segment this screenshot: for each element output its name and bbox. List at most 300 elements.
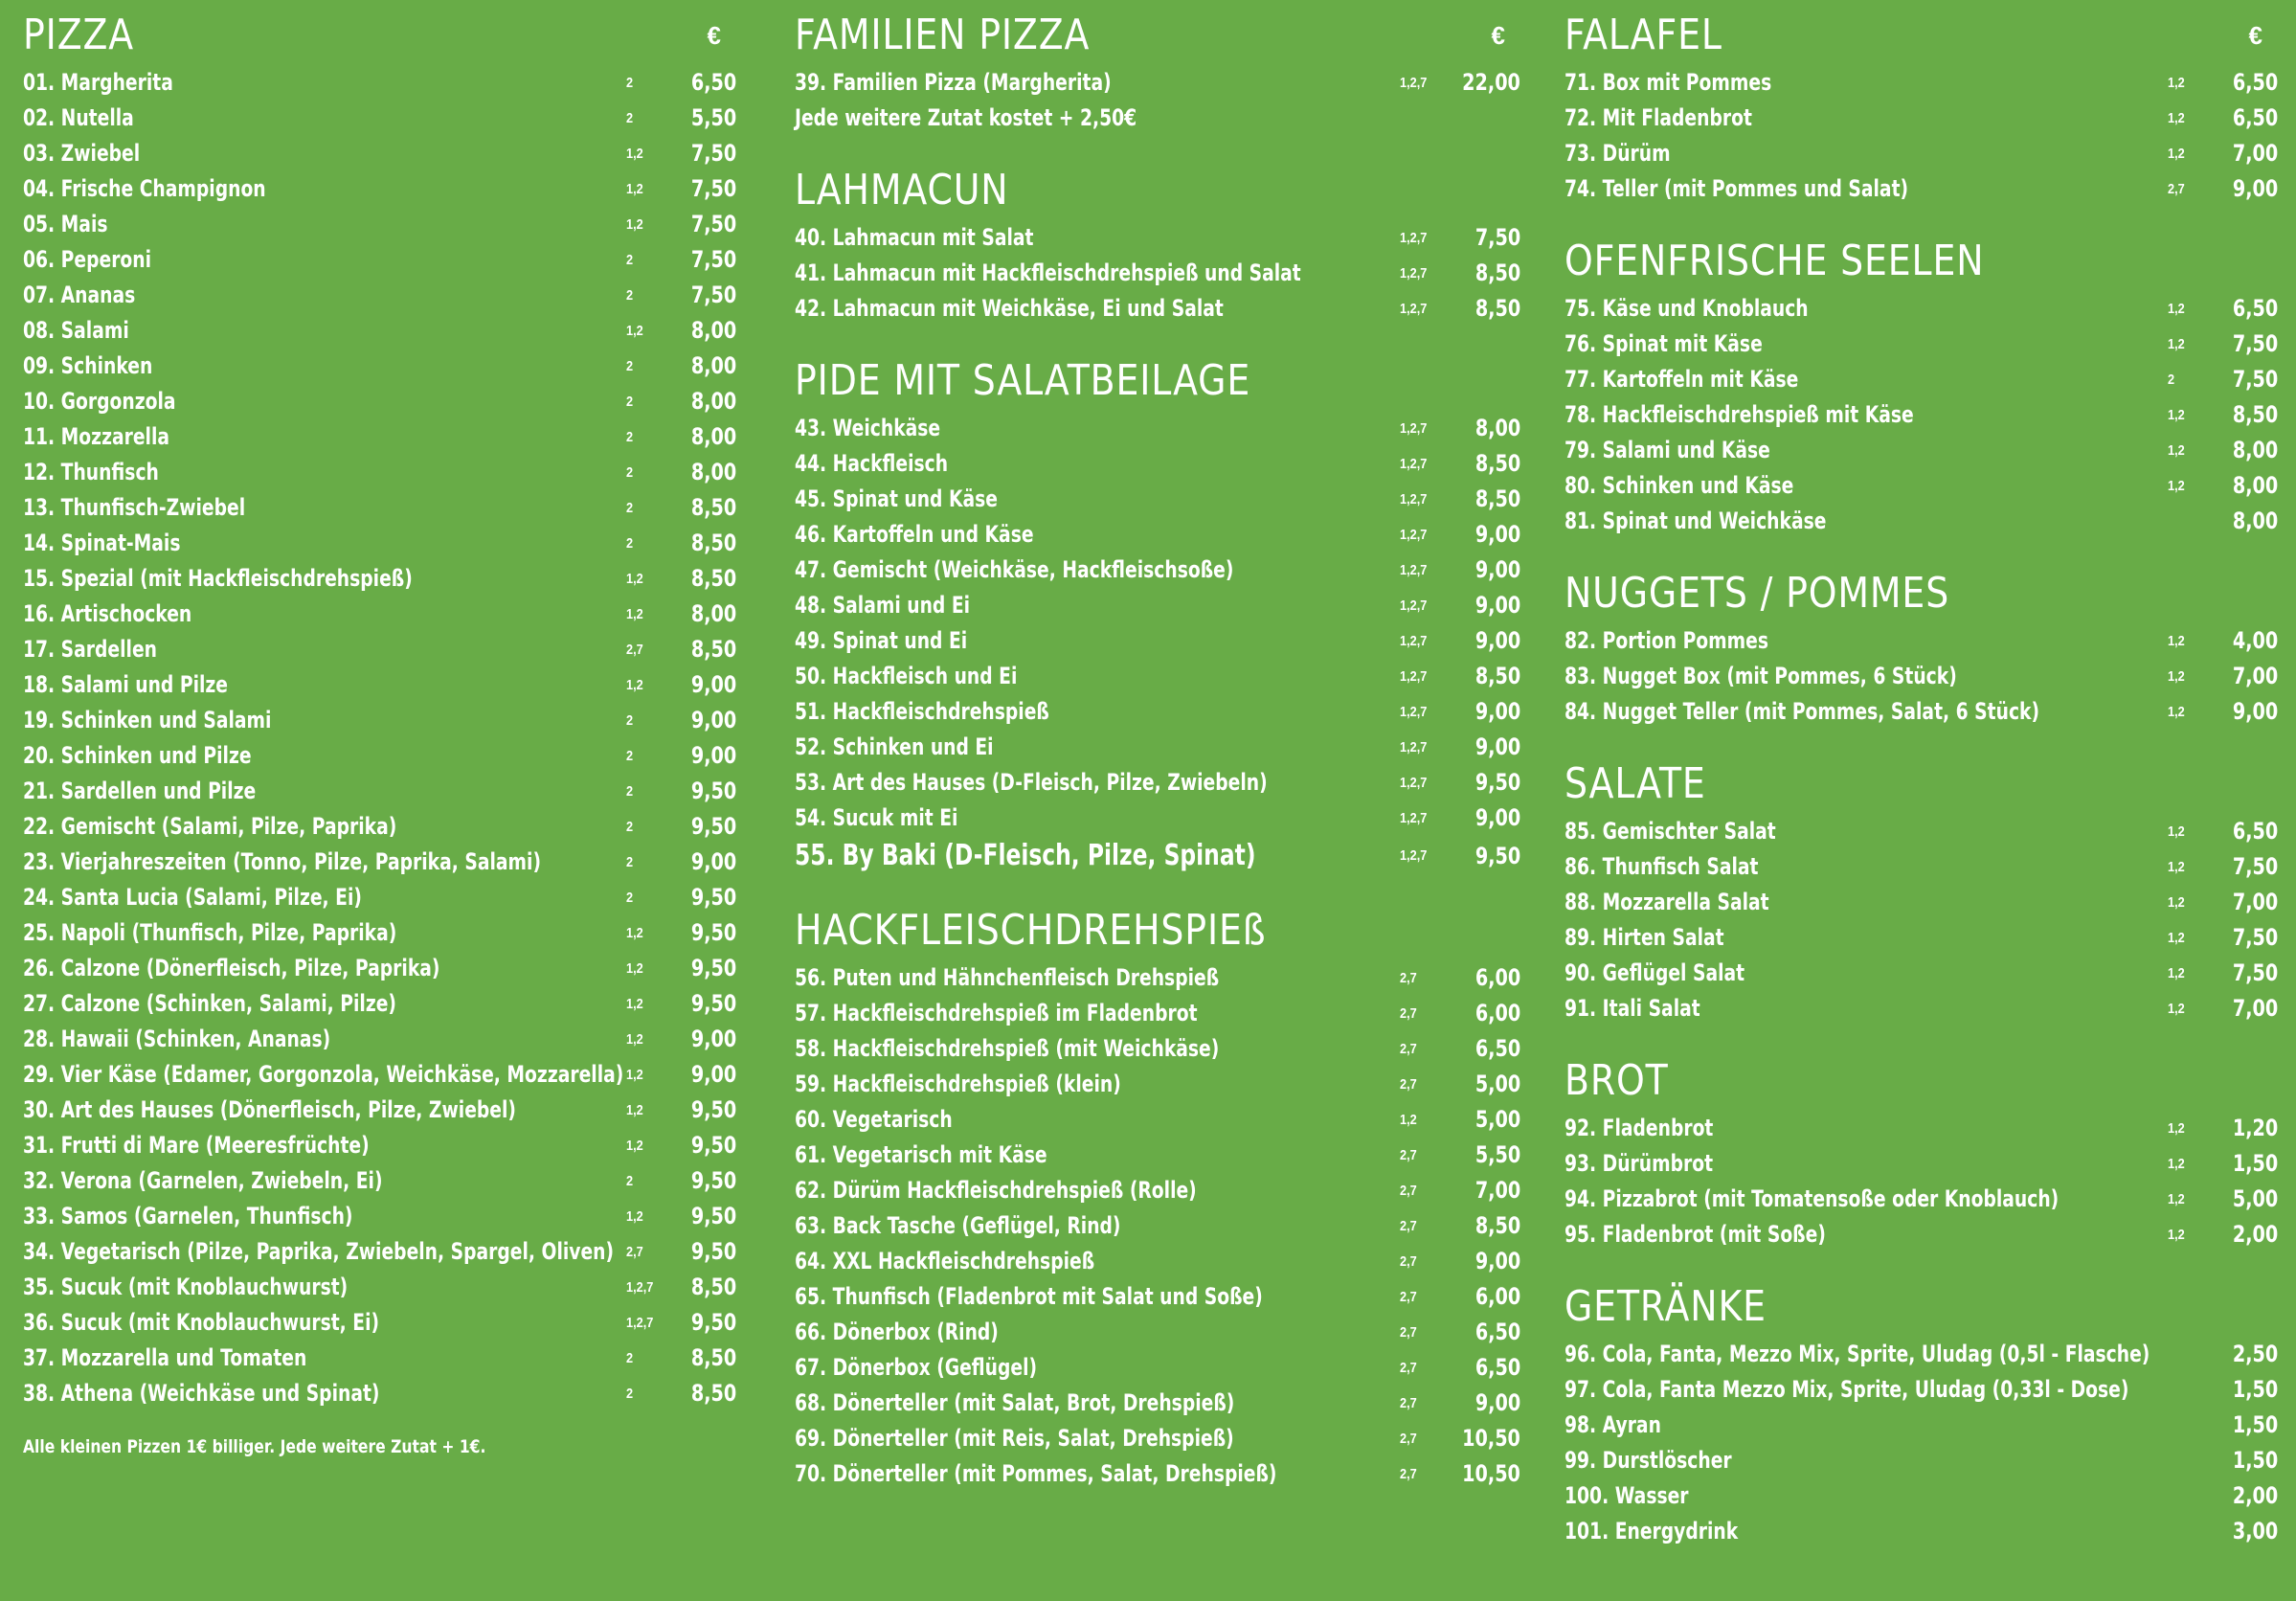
section-header bbox=[795, 901, 1520, 960]
item-allergens: 1,2 bbox=[2168, 478, 2185, 494]
item-price: 6,50 bbox=[1474, 1354, 1520, 1381]
item-name: 48. Salami und Ei bbox=[795, 592, 971, 619]
menu-item bbox=[23, 809, 736, 845]
item-allergens: 1,2,7 bbox=[1400, 75, 1428, 91]
menu-item bbox=[1564, 1443, 2278, 1478]
item-name: 79. Salami und Käse bbox=[1564, 437, 1770, 463]
item-name: 96. Cola, Fanta, Mezzo Mix, Sprite, Uludag (0,5l - Flasche) bbox=[1564, 1341, 2150, 1367]
menu-item bbox=[795, 552, 1520, 588]
menu-item bbox=[23, 171, 736, 207]
item-price: 6,50 bbox=[1474, 1035, 1520, 1062]
item-allergens: 1,2 bbox=[1400, 1112, 1417, 1128]
item-allergens: 1,2 bbox=[2168, 1120, 2185, 1137]
menu-item bbox=[23, 986, 736, 1022]
section-header bbox=[1564, 232, 2278, 291]
item-name: 100. Wasser bbox=[1564, 1482, 1689, 1509]
item-name: 23. Vierjahreszeiten (Tonno, Pilze, Paprika, Salami) bbox=[23, 848, 542, 875]
menu-item bbox=[23, 65, 736, 101]
menu-item bbox=[23, 490, 736, 526]
item-price: 5,00 bbox=[1474, 1071, 1520, 1097]
menu-item bbox=[795, 623, 1520, 659]
item-price: 6,50 bbox=[2232, 104, 2278, 131]
item-price: 8,00 bbox=[690, 459, 736, 485]
item-price: 5,50 bbox=[1474, 1141, 1520, 1168]
item-allergens: 1,2 bbox=[626, 1138, 643, 1154]
item-allergens: 1,2,7 bbox=[1400, 847, 1428, 864]
item-allergens: 1,2,7 bbox=[1400, 301, 1428, 317]
item-price: 7,50 bbox=[690, 175, 736, 202]
item-price: 6,00 bbox=[1474, 1000, 1520, 1026]
item-allergens: 2,7 bbox=[1400, 1289, 1417, 1305]
item-name: 56. Puten und Hähnchenfleisch Drehspieß bbox=[795, 964, 1220, 991]
item-price: 22,00 bbox=[1462, 69, 1520, 96]
item-name: 01. Margherita bbox=[23, 69, 173, 96]
item-name: 13. Thunfisch-Zwiebel bbox=[23, 494, 246, 521]
section-header bbox=[795, 161, 1520, 220]
item-allergens: 2,7 bbox=[1400, 1360, 1417, 1376]
item-name: 43. Weichkäse bbox=[795, 415, 941, 441]
menu-item bbox=[1564, 291, 2278, 327]
item-price: 1,20 bbox=[2232, 1115, 2278, 1141]
menu-item bbox=[1564, 1408, 2278, 1443]
menu-item bbox=[23, 561, 736, 597]
menu-section bbox=[23, 6, 736, 1457]
item-name: 52. Schinken und Ei bbox=[795, 733, 994, 760]
item-price: 6,50 bbox=[2232, 295, 2278, 322]
menu-item bbox=[23, 1057, 736, 1093]
item-allergens: 2 bbox=[626, 535, 634, 552]
menu-item bbox=[23, 1376, 736, 1411]
item-allergens: 1,2 bbox=[2168, 1001, 2185, 1017]
item-price: 7,50 bbox=[2232, 853, 2278, 880]
section-header bbox=[1564, 1051, 2278, 1111]
item-price: 9,00 bbox=[2232, 175, 2278, 202]
item-name: 50. Hackfleisch und Ei bbox=[795, 663, 1018, 689]
item-name: 46. Kartoffeln und Käse bbox=[795, 521, 1034, 548]
menu-item bbox=[795, 220, 1520, 256]
menu-item bbox=[795, 256, 1520, 291]
item-allergens: 2 bbox=[626, 75, 634, 91]
item-price: 9,00 bbox=[1474, 627, 1520, 654]
item-allergens: 1,2 bbox=[626, 1031, 643, 1048]
item-price: 9,50 bbox=[690, 919, 736, 946]
menu-item bbox=[795, 836, 1520, 876]
item-name: 75. Käse und Knoblauch bbox=[1564, 295, 1809, 322]
item-name: 14. Spinat-Mais bbox=[23, 530, 181, 556]
item-name: 44. Hackfleisch bbox=[795, 450, 949, 477]
item-allergens: 2 bbox=[626, 890, 634, 906]
item-name: 89. Hirten Salat bbox=[1564, 924, 1724, 951]
menu-item bbox=[1564, 1478, 2278, 1514]
item-name: 85. Gemischter Salat bbox=[1564, 818, 1776, 845]
menu-item bbox=[1564, 504, 2278, 539]
menu-item bbox=[795, 1386, 1520, 1421]
item-price: 7,00 bbox=[2232, 663, 2278, 689]
item-allergens: 2,7 bbox=[1400, 1041, 1417, 1057]
item-price: 9,00 bbox=[2232, 698, 2278, 725]
section-header bbox=[1564, 1277, 2278, 1337]
menu-item bbox=[23, 242, 736, 278]
item-price: 7,50 bbox=[690, 282, 736, 308]
item-allergens: 1,2 bbox=[2168, 1156, 2185, 1172]
item-allergens: 1,2,7 bbox=[1400, 704, 1428, 720]
menu-item bbox=[23, 278, 736, 313]
item-allergens: 2,7 bbox=[1400, 1076, 1417, 1093]
item-price: 1,50 bbox=[2232, 1411, 2278, 1438]
menu-item bbox=[23, 703, 736, 738]
item-price: 9,00 bbox=[690, 707, 736, 733]
item-name: 24. Santa Lucia (Salami, Pilze, Ei) bbox=[23, 884, 362, 911]
item-name: 82. Portion Pommes bbox=[1564, 627, 1769, 654]
menu-item bbox=[1564, 1337, 2278, 1372]
item-price: 8,00 bbox=[2232, 507, 2278, 534]
item-price: 8,00 bbox=[690, 317, 736, 344]
item-name: 74. Teller (mit Pommes und Salat) bbox=[1564, 175, 1909, 202]
menu-item bbox=[23, 1305, 736, 1341]
item-name: 77. Kartoffeln mit Käse bbox=[1564, 366, 1799, 393]
item-allergens: 1,2,7 bbox=[1400, 633, 1428, 649]
item-price: 9,00 bbox=[1474, 698, 1520, 725]
item-allergens: 1,2 bbox=[2168, 859, 2185, 875]
item-name: 54. Sucuk mit Ei bbox=[795, 804, 958, 831]
item-allergens: 2 bbox=[626, 712, 634, 729]
item-price: 2,00 bbox=[2232, 1221, 2278, 1248]
item-allergens: 2,7 bbox=[1400, 1005, 1417, 1022]
section-title: PIZZA bbox=[23, 11, 135, 59]
menu-item bbox=[795, 1244, 1520, 1279]
item-price: 8,50 bbox=[690, 1380, 736, 1407]
item-name: 98. Ayran bbox=[1564, 1411, 1661, 1438]
item-allergens: 1,2,7 bbox=[1400, 775, 1428, 791]
item-price: 9,50 bbox=[690, 1167, 736, 1194]
item-name: 70. Dönerteller (mit Pommes, Salat, Drehspieß) bbox=[795, 1460, 1277, 1487]
menu-item bbox=[795, 1279, 1520, 1315]
item-name: 37. Mozzarella und Tomaten bbox=[23, 1344, 307, 1371]
menu-item bbox=[23, 1270, 736, 1305]
item-allergens: 2,7 bbox=[626, 1244, 643, 1260]
menu-item bbox=[23, 880, 736, 915]
menu-item bbox=[1564, 1111, 2278, 1146]
item-price: 5,00 bbox=[1474, 1106, 1520, 1133]
item-name: 28. Hawaii (Schinken, Ananas) bbox=[23, 1026, 331, 1052]
item-allergens: 1,2 bbox=[626, 323, 643, 339]
item-allergens: 2 bbox=[626, 500, 634, 516]
item-allergens: 2,7 bbox=[1400, 1183, 1417, 1199]
menu-item bbox=[1564, 623, 2278, 659]
item-name: Jede weitere Zutat kostet + 2,50€ bbox=[795, 104, 1137, 131]
item-price: 9,50 bbox=[690, 1203, 736, 1229]
menu-item bbox=[795, 659, 1520, 694]
menu-item bbox=[1564, 659, 2278, 694]
menu-section bbox=[1564, 232, 2278, 539]
item-name: 91. Itali Salat bbox=[1564, 995, 1700, 1022]
menu-item bbox=[1564, 1514, 2278, 1549]
menu-item bbox=[23, 738, 736, 774]
item-name: 60. Vegetarisch bbox=[795, 1106, 953, 1133]
item-allergens: 1,2 bbox=[626, 146, 643, 162]
menu-item bbox=[1564, 1182, 2278, 1217]
item-price: 8,50 bbox=[1474, 450, 1520, 477]
item-name: 80. Schinken und Käse bbox=[1564, 472, 1794, 499]
item-name: 17. Sardellen bbox=[23, 636, 157, 663]
item-name: 15. Spezial (mit Hackfleischdrehspieß) bbox=[23, 565, 413, 592]
item-allergens: 2,7 bbox=[1400, 1466, 1417, 1482]
item-allergens: 1,2 bbox=[626, 996, 643, 1012]
item-name: 08. Salami bbox=[23, 317, 129, 344]
item-price: 9,00 bbox=[1474, 1248, 1520, 1274]
menu-item bbox=[23, 597, 736, 632]
item-allergens: 1,2 bbox=[626, 925, 643, 941]
menu-item bbox=[23, 1199, 736, 1234]
menu-item bbox=[1564, 171, 2278, 207]
item-name: 76. Spinat mit Käse bbox=[1564, 330, 1763, 357]
item-price: 9,50 bbox=[690, 1309, 736, 1336]
item-price: 8,00 bbox=[2232, 437, 2278, 463]
item-price: 2,00 bbox=[2232, 1482, 2278, 1509]
menu-column-1 bbox=[23, 0, 736, 1482]
item-name: 65. Thunfisch (Fladenbrot mit Salat und Soße) bbox=[795, 1283, 1263, 1310]
menu-item bbox=[795, 517, 1520, 552]
item-allergens: 1,2,7 bbox=[1400, 230, 1428, 246]
section-title: BROT bbox=[1564, 1056, 1669, 1105]
menu-item bbox=[23, 774, 736, 809]
item-price: 9,50 bbox=[690, 1132, 736, 1159]
item-allergens: 1,2,7 bbox=[1400, 420, 1428, 437]
item-allergens: 2,7 bbox=[1400, 1147, 1417, 1163]
item-allergens: 1,2 bbox=[2168, 894, 2185, 911]
item-allergens: 1,2,7 bbox=[626, 1279, 654, 1296]
item-name: 95. Fladenbrot (mit Soße) bbox=[1564, 1221, 1826, 1248]
item-allergens: 2 bbox=[626, 783, 634, 800]
item-price: 6,50 bbox=[690, 69, 736, 96]
item-allergens: 2,7 bbox=[2168, 181, 2185, 197]
item-name: 55. By Baki (D-Fleisch, Pilze, Spinat) bbox=[795, 839, 1256, 872]
item-allergens: 1,2 bbox=[2168, 110, 2185, 126]
item-name: 62. Dürüm Hackfleischdrehspieß (Rolle) bbox=[795, 1177, 1197, 1204]
menu-item bbox=[1564, 1372, 2278, 1408]
item-allergens: 2 bbox=[626, 748, 634, 764]
item-allergens: 1,2,7 bbox=[1400, 491, 1428, 507]
item-allergens: 2 bbox=[626, 287, 634, 304]
item-name: 88. Mozzarella Salat bbox=[1564, 889, 1769, 915]
menu-section bbox=[1564, 6, 2278, 207]
section-title: LAHMACUN bbox=[795, 166, 1009, 214]
item-price: 8,50 bbox=[690, 1344, 736, 1371]
item-price: 8,50 bbox=[1474, 485, 1520, 512]
section-header bbox=[23, 6, 736, 65]
menu-item bbox=[1564, 65, 2278, 101]
item-price: 9,00 bbox=[1474, 804, 1520, 831]
menu-item bbox=[23, 207, 736, 242]
item-name: 04. Frische Champignon bbox=[23, 175, 266, 202]
menu-item bbox=[23, 1234, 736, 1270]
item-name: 64. XXL Hackfleischdrehspieß bbox=[795, 1248, 1095, 1274]
item-name: 83. Nugget Box (mit Pommes, 6 Stück) bbox=[1564, 663, 1957, 689]
menu-item bbox=[795, 291, 1520, 327]
item-allergens: 1,2 bbox=[626, 1102, 643, 1118]
item-allergens: 1,2 bbox=[2168, 75, 2185, 91]
menu-item bbox=[23, 313, 736, 349]
item-price: 9,00 bbox=[1474, 521, 1520, 548]
item-allergens: 2,7 bbox=[1400, 1253, 1417, 1270]
menu-item bbox=[1564, 1217, 2278, 1252]
section-title: FAMILIEN PIZZA bbox=[795, 11, 1091, 59]
item-allergens: 1,2,7 bbox=[626, 1315, 654, 1331]
item-price: 6,00 bbox=[1474, 1283, 1520, 1310]
item-price: 4,00 bbox=[2232, 627, 2278, 654]
item-name: 38. Athena (Weichkäse und Spinat) bbox=[23, 1380, 380, 1407]
item-price: 5,00 bbox=[2232, 1185, 2278, 1212]
menu-item bbox=[23, 915, 736, 951]
menu-item bbox=[1564, 433, 2278, 468]
menu-item bbox=[795, 482, 1520, 517]
currency-label: € bbox=[2248, 21, 2262, 50]
menu-item bbox=[795, 446, 1520, 482]
menu-item bbox=[1564, 814, 2278, 849]
item-allergens: 2,7 bbox=[1400, 1395, 1417, 1411]
item-price: 9,00 bbox=[1474, 556, 1520, 583]
item-name: 94. Pizzabrot (mit Tomatensoße oder Knoblauch) bbox=[1564, 1185, 2060, 1212]
item-name: 53. Art des Hauses (D-Fleisch, Pilze, Zwiebeln) bbox=[795, 769, 1268, 796]
item-price: 7,00 bbox=[2232, 140, 2278, 167]
item-allergens: 2 bbox=[626, 854, 634, 870]
item-price: 7,50 bbox=[690, 140, 736, 167]
item-allergens: 1,2 bbox=[2168, 336, 2185, 352]
menu-item bbox=[795, 1031, 1520, 1067]
menu-item bbox=[795, 1138, 1520, 1173]
item-price: 8,50 bbox=[690, 1274, 736, 1300]
item-allergens: 1,2 bbox=[2168, 823, 2185, 840]
item-name: 69. Dönerteller (mit Reis, Salat, Drehspieß) bbox=[795, 1425, 1234, 1452]
menu-item bbox=[795, 588, 1520, 623]
item-allergens: 1,2 bbox=[2168, 442, 2185, 459]
menu-item bbox=[23, 349, 736, 384]
item-price: 10,50 bbox=[1462, 1425, 1520, 1452]
item-allergens: 1,2 bbox=[2168, 301, 2185, 317]
item-name: 35. Sucuk (mit Knoblauchwurst) bbox=[23, 1274, 349, 1300]
item-allergens: 1,2,7 bbox=[1400, 527, 1428, 543]
item-price: 7,00 bbox=[2232, 889, 2278, 915]
item-allergens: 1,2 bbox=[626, 677, 643, 693]
item-price: 8,50 bbox=[1474, 1212, 1520, 1239]
item-name: 26. Calzone (Dönerfleisch, Pilze, Paprika) bbox=[23, 955, 440, 981]
item-price: 7,50 bbox=[2232, 366, 2278, 393]
item-allergens: 1,2 bbox=[2168, 704, 2185, 720]
item-name: 22. Gemischt (Salami, Pilze, Paprika) bbox=[23, 813, 397, 840]
item-name: 31. Frutti di Mare (Meeresfrüchte) bbox=[23, 1132, 370, 1159]
menu-item bbox=[1564, 991, 2278, 1026]
item-price: 6,50 bbox=[2232, 818, 2278, 845]
item-name: 47. Gemischt (Weichkäse, Hackfleischsoße) bbox=[795, 556, 1234, 583]
menu-item bbox=[795, 411, 1520, 446]
item-name: 12. Thunfisch bbox=[23, 459, 159, 485]
item-price: 7,50 bbox=[2232, 959, 2278, 986]
item-allergens: 1,2 bbox=[626, 181, 643, 197]
menu-section bbox=[795, 161, 1520, 327]
item-price: 2,50 bbox=[2232, 1341, 2278, 1367]
item-price: 9,50 bbox=[1474, 843, 1520, 869]
section-title: HACKFLEISCHDREHSPIEß bbox=[795, 906, 1267, 955]
item-name: 02. Nutella bbox=[23, 104, 134, 131]
item-allergens: 2,7 bbox=[1400, 1431, 1417, 1447]
item-price: 9,00 bbox=[690, 742, 736, 769]
item-price: 8,50 bbox=[1474, 663, 1520, 689]
item-allergens: 1,2,7 bbox=[1400, 739, 1428, 755]
item-name: 10. Gorgonzola bbox=[23, 388, 176, 415]
item-allergens: 2 bbox=[626, 252, 634, 268]
item-allergens: 1,2,7 bbox=[1400, 456, 1428, 472]
item-name: 16. Artischocken bbox=[23, 600, 192, 627]
menu-section bbox=[1564, 1051, 2278, 1252]
item-price: 10,50 bbox=[1462, 1460, 1520, 1487]
item-name: 21. Sardellen und Pilze bbox=[23, 778, 257, 804]
item-name: 73. Dürüm bbox=[1564, 140, 1671, 167]
item-name: 68. Dönerteller (mit Salat, Brot, Drehspieß) bbox=[795, 1389, 1235, 1416]
item-price: 9,50 bbox=[690, 1096, 736, 1123]
item-price: 9,50 bbox=[690, 778, 736, 804]
item-allergens: 1,2 bbox=[2168, 146, 2185, 162]
menu-item bbox=[23, 951, 736, 986]
item-allergens: 2,7 bbox=[1400, 1218, 1417, 1234]
item-price: 9,00 bbox=[690, 1026, 736, 1052]
item-name: 71. Box mit Pommes bbox=[1564, 69, 1772, 96]
section-title: NUGGETS / POMMES bbox=[1564, 569, 1950, 618]
item-price: 9,50 bbox=[690, 813, 736, 840]
item-price: 8,00 bbox=[690, 388, 736, 415]
item-allergens: 1,2 bbox=[626, 216, 643, 233]
item-price: 8,50 bbox=[1474, 259, 1520, 286]
item-name: 72. Mit Fladenbrot bbox=[1564, 104, 1752, 131]
item-price: 1,50 bbox=[2232, 1376, 2278, 1403]
section-header bbox=[1564, 755, 2278, 814]
item-allergens: 2 bbox=[2168, 372, 2175, 388]
menu-item bbox=[795, 1421, 1520, 1456]
item-name: 61. Vegetarisch mit Käse bbox=[795, 1141, 1047, 1168]
item-allergens: 1,2 bbox=[626, 1208, 643, 1225]
menu-item bbox=[23, 632, 736, 667]
item-price: 8,00 bbox=[690, 600, 736, 627]
item-price: 9,50 bbox=[690, 1238, 736, 1265]
item-name: 66. Dönerbox (Rind) bbox=[795, 1319, 999, 1345]
item-price: 7,50 bbox=[690, 246, 736, 273]
item-name: 97. Cola, Fanta Mezzo Mix, Sprite, Uludag (0,33l - Dose) bbox=[1564, 1376, 2129, 1403]
section-note: Alle kleinen Pizzen 1€ billiger. Jede weitere Zutat + 1€. bbox=[23, 1436, 486, 1457]
item-name: 07. Ananas bbox=[23, 282, 136, 308]
menu-item bbox=[23, 1022, 736, 1057]
item-allergens: 2 bbox=[626, 358, 634, 374]
item-price: 8,50 bbox=[690, 565, 736, 592]
menu-item bbox=[1564, 468, 2278, 504]
item-allergens: 1,2 bbox=[626, 960, 643, 977]
section-title: FALAFEL bbox=[1564, 11, 1722, 59]
menu-item bbox=[795, 101, 1520, 136]
item-name: 06. Peperoni bbox=[23, 246, 152, 273]
menu-item bbox=[23, 101, 736, 136]
item-name: 49. Spinat und Ei bbox=[795, 627, 968, 654]
item-name: 05. Mais bbox=[23, 211, 108, 237]
item-price: 7,00 bbox=[1474, 1177, 1520, 1204]
item-price: 7,00 bbox=[2232, 995, 2278, 1022]
item-allergens: 1,2 bbox=[2168, 1227, 2185, 1243]
item-name: 67. Dönerbox (Geflügel) bbox=[795, 1354, 1038, 1381]
item-name: 57. Hackfleischdrehspieß im Fladenbrot bbox=[795, 1000, 1198, 1026]
menu-item bbox=[1564, 397, 2278, 433]
menu-item bbox=[795, 1173, 1520, 1208]
menu-item bbox=[795, 996, 1520, 1031]
item-name: 78. Hackfleischdrehspieß mit Käse bbox=[1564, 401, 1914, 428]
item-price: 9,50 bbox=[690, 955, 736, 981]
item-price: 9,00 bbox=[1474, 1389, 1520, 1416]
